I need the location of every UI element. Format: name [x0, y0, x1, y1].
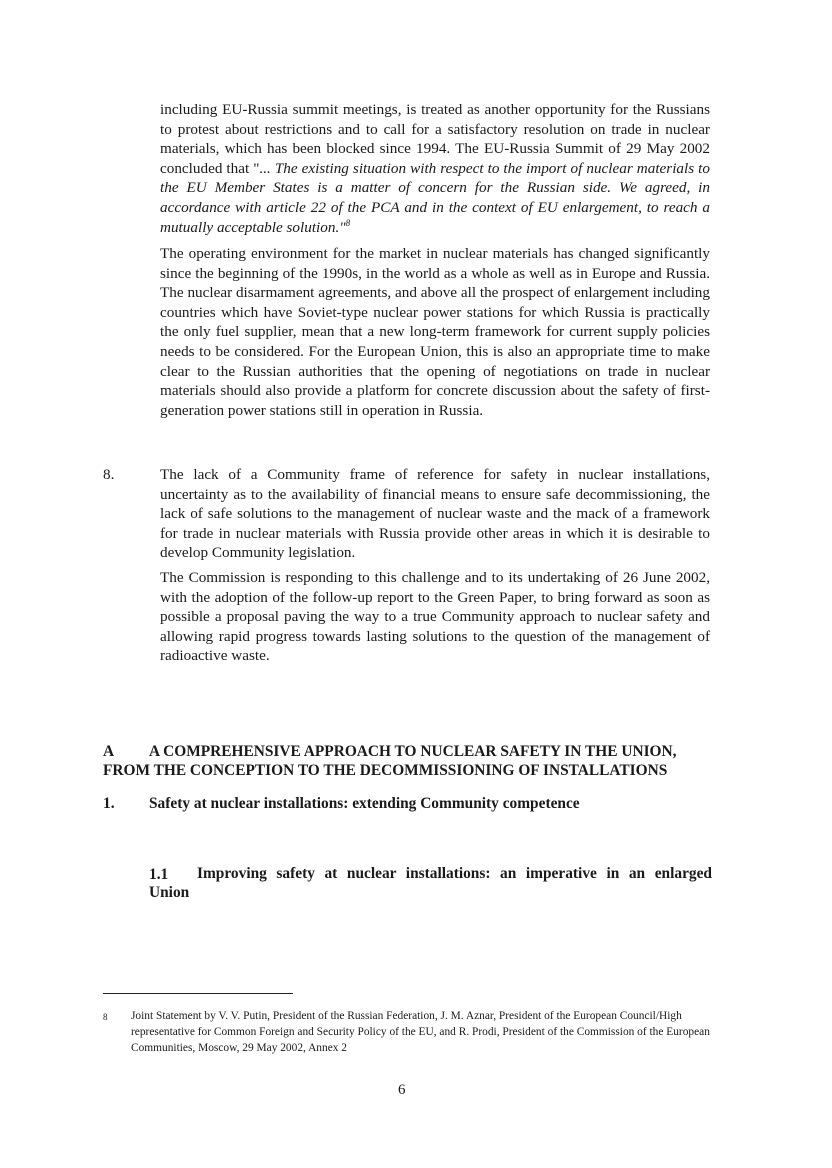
- summit-quote: ... The existing situation with respect to the import of nuclear materials to the EU Member States is a matter of concern for the Russian side. We agreed, in accordance with article 22 of the PCA and in the context of EU enlargement, to reach a mutually acceptable solution.: [160, 159, 710, 236]
- paragraph-item-8: The lack of a Community frame of reference for safety in nuclear installations, uncertainty as to the availability of financial means to ensure safe decommissioning, the lack of safe solutions to the management of nuclear waste and the mack of a framework for trade in nuclear materials with Russia provide other areas in which it is desirable to develop Community legislation.: [160, 466, 710, 562]
- section-1-title: Safety at nuclear installations: extending Community competence: [149, 795, 580, 812]
- quote-close: ": [339, 218, 346, 236]
- footnote-reference: 8: [345, 217, 351, 228]
- paragraph-operating-environment: The operating environment for the market in nuclear materials has changed significantly since the beginning of the 1990s, in the world as a whole as well as in Europe and Russia. The nuclear disarmament agreements, and above all the prospect of enlargement including countries which have Soviet-type nuclear power stations for which Russia is practically the only fuel supplier, mean that a new long-term framework for current supply policies needs to be considered. For the European Union, this is also an appropriate time to make clear to the Russian authorities that the opening of negotiations on trade in nuclear materials should also provide a platform for concrete discussion about the safety of first-generation power stations still in operation in Russia.: [160, 245, 710, 419]
- footnote-separator: [103, 993, 293, 994]
- paragraph-text: including EU-Russia summit meetings, is treated as another opportunity for the Russians to protest about restrictions and to call for a satisfactory resolution on trade in nuclear materials, which has been blocked since 1994. The EU-Russia Summit of 29 May 2002 concluded that ": [160, 101, 710, 177]
- paragraph-commission-response: The Commission is responding to this challenge and to its undertaking of 26 June 2002, with the adoption of the follow-up report to the Green Paper, to bring forward as soon as possible a proposal paving the way to a true Community approach to nuclear safety and allowing rapid progress towards lasting solutions to the question of the management of radioactive waste.: [160, 569, 710, 665]
- section-a-letter: A: [103, 743, 115, 760]
- footnote-number: 8: [103, 1012, 108, 1022]
- section-1-1-title-line1: Improving safety at nuclear installations: an imperative in an enlarged: [197, 865, 712, 882]
- footnote-text: Joint Statement by V. V. Putin, President of the Russian Federation, J. M. Aznar, President of the European Council/High representative for Common Foreign and Security Policy of the EU, and R. Prodi, President of the Commission of the European Communities, Moscow, 29 May 2002, Annex 2: [131, 1010, 710, 1054]
- page-number: 6: [398, 1082, 406, 1098]
- section-1-1-number: 1.1: [149, 866, 169, 883]
- item-number-8: 8.: [103, 466, 115, 483]
- section-1-1-title-line2: Union: [149, 884, 190, 901]
- section-a-title-line2: FROM THE CONCEPTION TO THE DECOMMISSIONING OF INSTALLATIONS: [103, 762, 668, 779]
- section-a-title-line1: A COMPREHENSIVE APPROACH TO NUCLEAR SAFETY IN THE UNION,: [149, 743, 677, 760]
- paragraph-eu-russia-summit: [160, 100, 710, 237]
- section-1-number: 1.: [103, 795, 115, 812]
